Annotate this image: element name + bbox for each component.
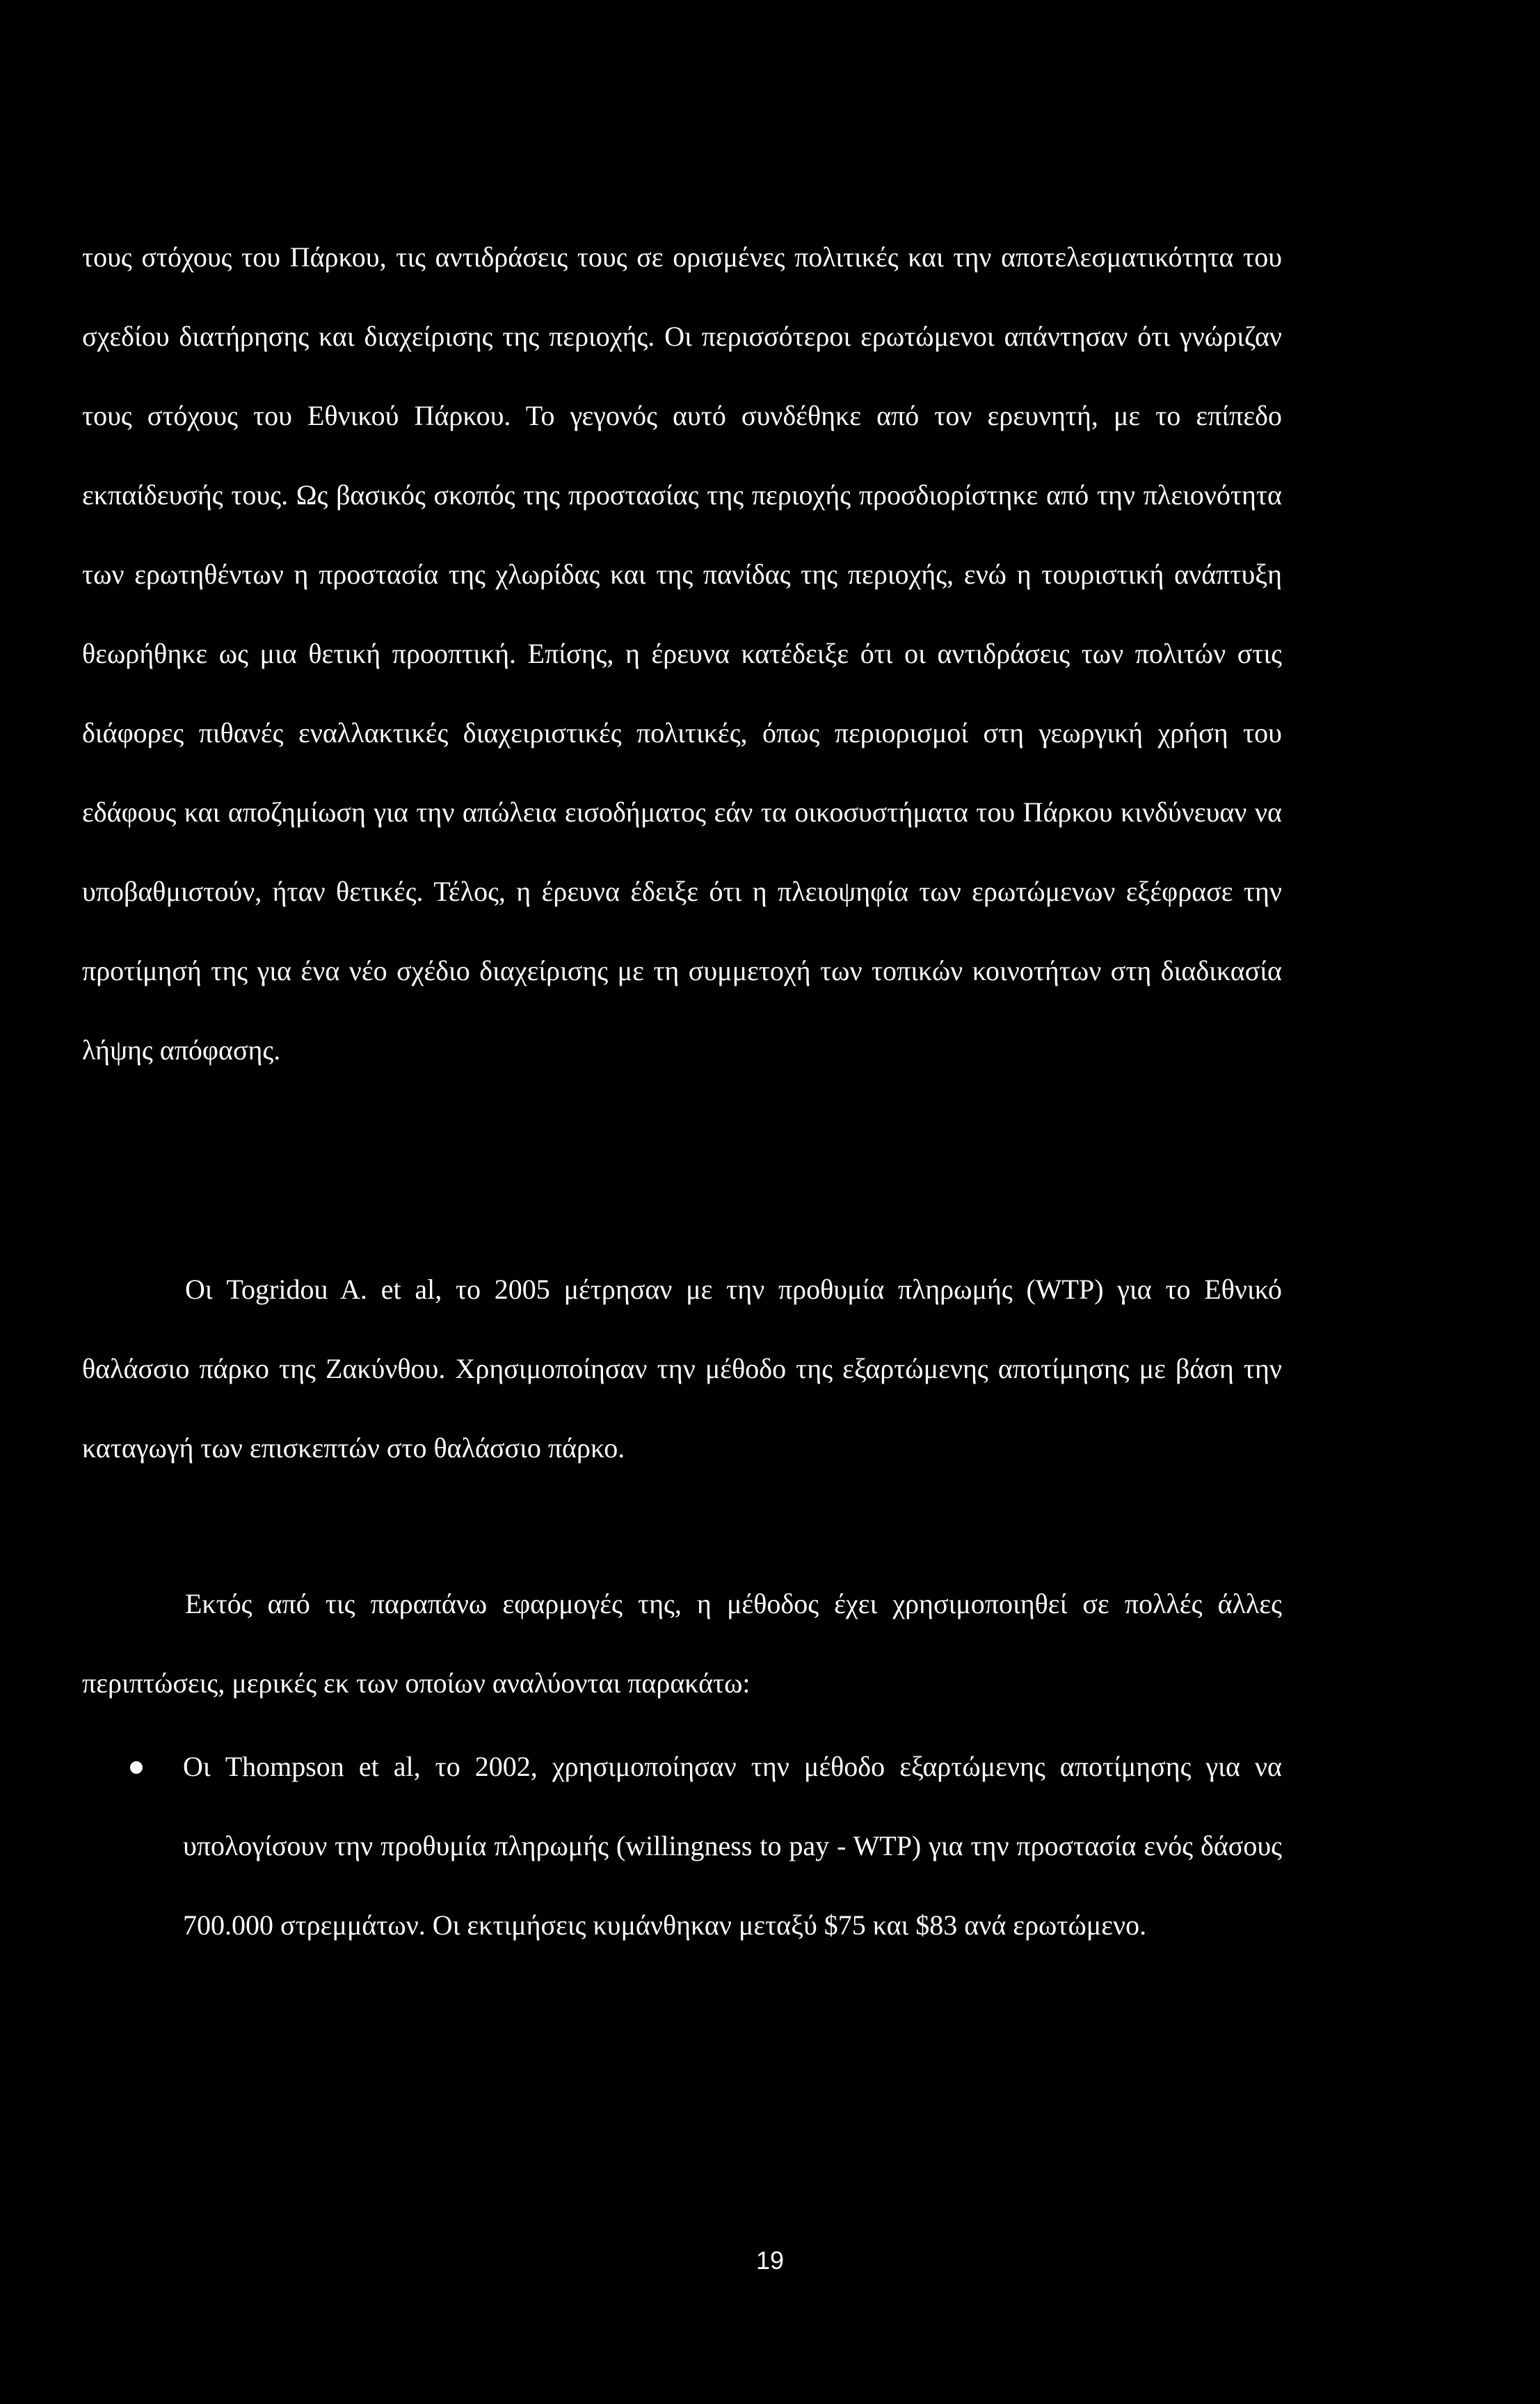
page-number: 19 <box>755 2246 785 2275</box>
body-paragraph-3: Εκτός από τις παραπάνω εφαρμογές της, η μέθοδος έχει χρησιμοποιηθεί σε πολλές άλλες περιπτώσεις, μερικές εκ των οποίων αναλύονται παρακάτω: <box>82 1588 1282 1699</box>
bullet-list-item: Οι Thompson et al, το 2002, χρησιμοποίησαν την μέθοδο εξαρτώμενης αποτίμησης για να υπολογίσουν την προθυμία πληρωμής (willingness to pay - WTP) για την προστασία ενός δάσους 700.000 στρεμμάτων. Οι εκτιμήσεις κυμάνθηκαν μεταξύ $75 και $83 ανά ερωτώμενο. <box>183 1751 1282 1941</box>
body-paragraph-1: τους στόχους του Πάρκου, τις αντιδράσεις τους σε ορισμένες πολιτικές και την αποτελεσματικότητα του σχεδίου διατήρησης και διαχείρισης της περιοχής. Οι περισσότεροι ερωτώμενοι απάντησαν ότι γνώριζαν τους στόχους του Εθνικού Πάρκου. Το γεγονός αυτό συνδέθηκε από τον ερευνητή, με το επίπεδο εκπαίδευσής τους. Ως βασικός σκοπός της προστασίας της περιοχής προσδιορίστηκε από την πλειονότητα των ερωτηθέντων η προστασία της χλωρίδας και της πανίδας της περιοχής, ενώ η τουριστική ανάπτυξη θεωρήθηκε ως μια θετική προοπτική. Επίσης, η έρευνα κατέδειξε ότι οι αντιδράσεις των πολιτών στις διάφορες πιθανές εναλλακτικές διαχειριστικές πολιτικές, όπως περιορισμοί στη γεωργική χρήση του εδάφους και αποζημίωση για την απώλεια εισοδήματος εάν τα οικοσυστήματα του Πάρκου κινδύνευαν να υποβαθμιστούν, ήταν θετικές. Τέλος, η έρευνα έδειξε ότι η πλειοψηφία των ερωτώμενων εξέφρασε την προτίμησή της για ένα νέο σχέδιο διαχείρισης με τη συμμετοχή των τοπικών κοινοτήτων στη διαδικασία λήψης απόφασης. <box>82 241 1282 1066</box>
bullet-icon <box>130 1761 143 1774</box>
body-paragraph-2: Οι Togridou A. et al, το 2005 μέτρησαν με την προθυμία πληρωμής (WTP) για το Εθνικό θαλάσσιο πάρκο της Ζακύνθου. Χρησιμοποίησαν την μέθοδο της εξαρτώμενης αποτίμησης με βάση την καταγωγή των επισκεπτών στο θαλάσσιο πάρκο. <box>82 1274 1282 1464</box>
